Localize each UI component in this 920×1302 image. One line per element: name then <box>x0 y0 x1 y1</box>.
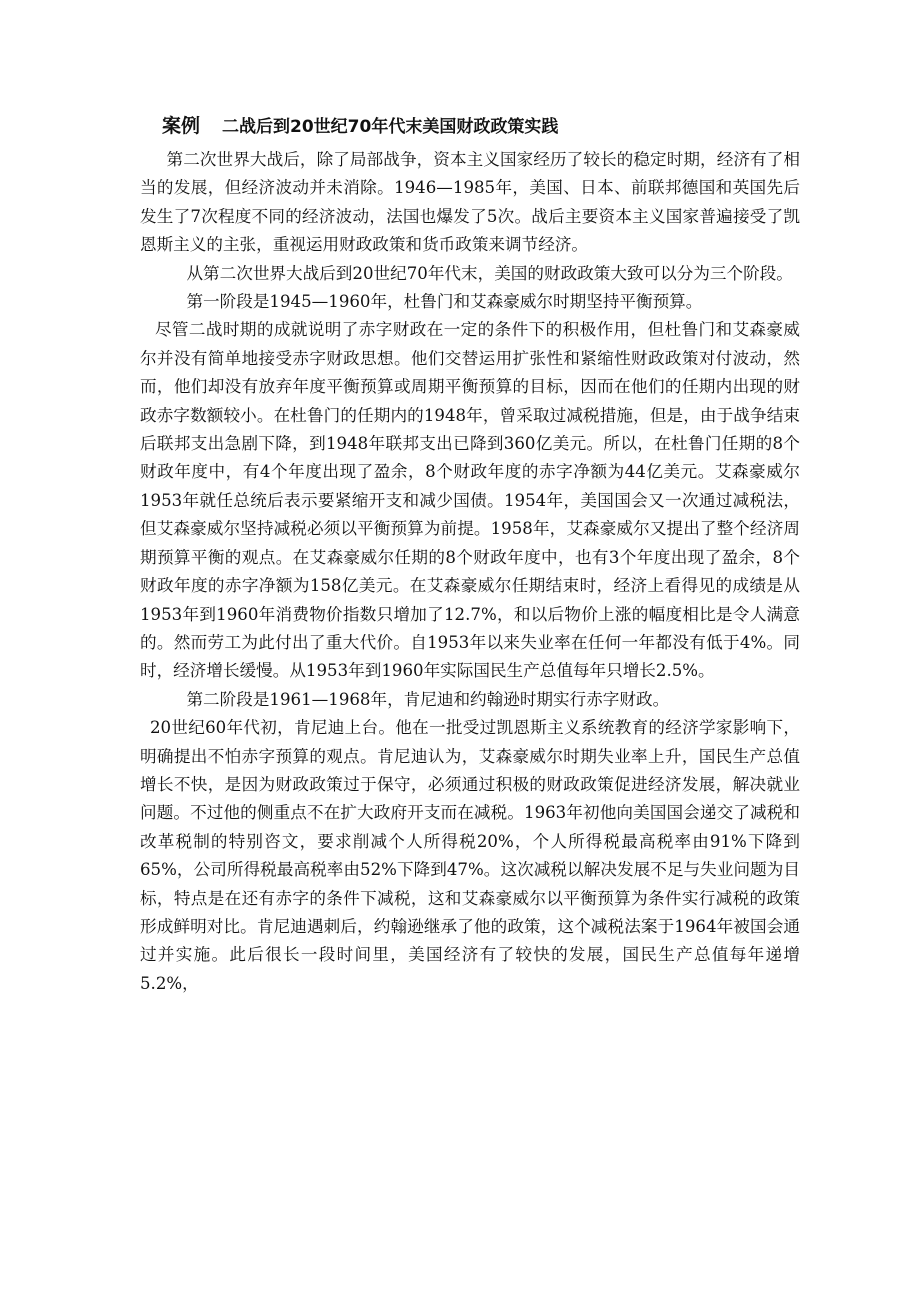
case-label: 案例 <box>162 115 201 137</box>
paragraph-stage-one-body: 尽管二战时期的成就说明了赤字财政在一定的条件下的积极作用，但杜鲁门和艾森豪威尔并没有简单地接受赤字财政思想。他们交替运用扩张性和紧缩性财政政策对付波动，然而，他们却没有放弃年度平衡预算或周期平衡预算的目标，因而在他们的任期内出现的财政赤字数额较小。在杜鲁门的任期内的1948年，曾采取过减税措施，但是，由于战争结束后联邦支出急剧下降，到1948年联邦支出已降到360亿美元。所以，在杜鲁门任期的8个财政年度中，有4个年度出现了盈余，8个财政年度的赤字净额为44亿美元。艾森豪威尔1953年就任总统后表示要紧缩开支和减少国债。1954年，美国国会又一次通过减税法，但艾森豪威尔坚持减税必须以平衡预算为前提。1958年，艾森豪威尔又提出了整个经济周期预算平衡的观点。在艾森豪威尔任期的8个财政年度中，也有3个年度出现了盈余，8个财政年度的赤字净额为158亿美元。在艾森豪威尔任期结束时，经济上看得见的成绩是从1953年到1960年消费物价指数只增加了12.7%，和以后物价上涨的幅度相比是令人满意的。然而劳工为此付出了重大代价。自1953年以来失业率在任何一年都没有低于4%。同时，经济增长缓慢。从1953年到1960年实际国民生产总值每年只增长2.5%。 <box>140 320 800 681</box>
document-title <box>162 112 558 141</box>
paragraph-three-stages: 从第二次世界大战后到20世纪70年代末，美国的财政政策大致可以分为三个阶段。 <box>186 263 793 283</box>
paragraph-intro: 第二次世界大战后，除了局部战争，资本主义国家经历了较长的稳定时期，经济有了相当的发展，但经济波动并未消除。1946—1985年，美国、日本、前联邦德国和英国先后发生了7次程度不同的经济波动，法国也爆发了5次。战后主要资本主义国家普遍接受了凯恩斯主义的主张，重视运用财政政策和货币政策来调节经济。 <box>140 150 800 255</box>
document-body <box>140 146 800 998</box>
title-text: 二战后到20世纪70年代末美国财政政策实践 <box>222 117 559 137</box>
paragraph-stage-two-heading: 第二阶段是1961—1968年，肯尼迪和约翰逊时期实行赤字财政。 <box>186 689 670 709</box>
paragraph-stage-one-heading: 第一阶段是1945—1960年，杜鲁门和艾森豪威尔时期坚持平衡预算。 <box>186 292 703 312</box>
paragraph-stage-two-body: 20世纪60年代初，肯尼迪上台。他在一批受过凯恩斯主义系统教育的经济学家影响下，明确提出不怕赤字预算的观点。肯尼迪认为，艾森豪威尔时期失业率上升，国民生产总值增长不快，是因为财政政策过于保守，必须通过积极的财政政策促进经济发展，解决就业问题。不过他的侧重点不在扩大政府开支而在减税。1963年初他向美国国会递交了减税和改革税制的特别咨文，要求削减个人所得税20%，个人所得税最高税率由91%下降到65%，公司所得税最高税率由52%下降到47%。这次减税以解决发展不足与失业问题为目标，特点是在还有赤字的条件下减税，这和艾森豪威尔以平衡预算为条件实行减税的政策形成鲜明对比。肯尼迪遇刺后，约翰逊继承了他的政策，这个减税法案于1964年被国会通过并实施。此后很长一段时间里，美国经济有了较快的发展，国民生产总值每年递增5.2%， <box>140 718 800 993</box>
